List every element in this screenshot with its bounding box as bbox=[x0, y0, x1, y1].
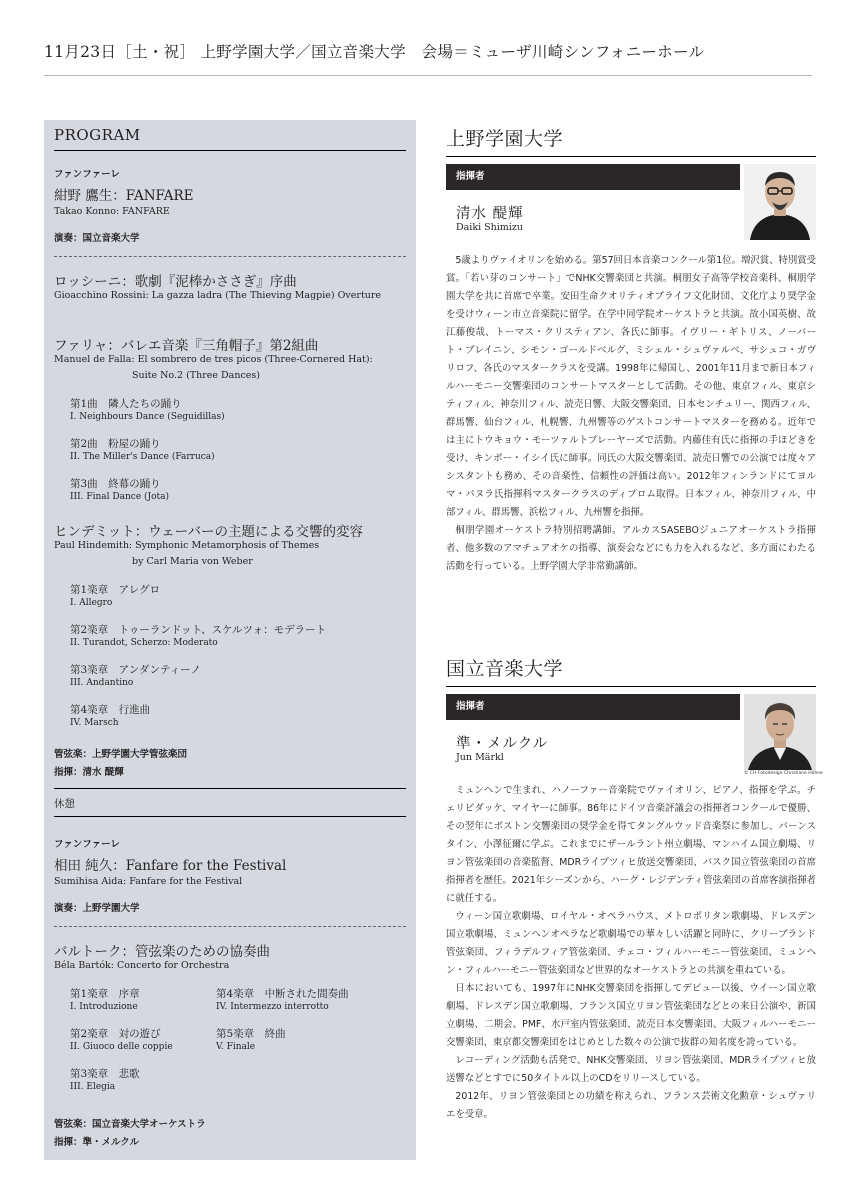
bartok-mv1-jp: 第1楽章 序章 bbox=[70, 988, 140, 1000]
hindemith-title-en: Paul Hindemith: Symphonic Metamorphosis of Themes bbox=[54, 540, 320, 551]
bio-paragraph: ミュンヘンで生まれ、ハノーファー音楽院でヴァイオリン、ピアノ、指揮を学ぶ。チェリビダッケ、マイヤーに師事。86年にドイツ音楽評議会の指揮者コンクールで優勝、その翌年にボストン交響楽団の奨学金を得てタングルウッド音楽祭に参加し、バーンスタイン、小澤征爾に学ぶ。これまでにザールラント州立劇場、マンハイム国立劇場、リヨン管弦楽団の音楽監督、MDRライプツィヒ放送交響楽団、バスク国立管弦楽団の首席指揮者を歴任。2021年シーズンから、ハーグ・レジデンティ管弦楽団の首席客演指揮者に就任する。 bbox=[446, 785, 817, 904]
falla-mv3-jp: 第3曲 終幕の踊り bbox=[70, 478, 161, 490]
falla-title-en: Manuel de Falla: El sombrero de tres picos (Three-Cornered Hat): bbox=[54, 354, 373, 365]
bio-paragraph: レコーディング活動も活発で、NHK交響楽団、リヨン管弦楽団、MDRライプツィヒ放送響などとすでに50タイトル以上のCDをリリースしている。 bbox=[446, 1055, 816, 1084]
ueno-conductor-name-en: Daiki Shimizu bbox=[456, 222, 523, 233]
fanfare1-performer: 演奏：国立音楽大学 bbox=[54, 233, 140, 244]
program-title-rule bbox=[54, 150, 406, 151]
bartok-mv1-en: I. Introduzione bbox=[70, 1002, 138, 1012]
kunitachi-conductor-name-en: Jun Märkl bbox=[456, 752, 504, 763]
page-header: 11月23日［土・祝］ 上野学園大学／国立音楽大学 会場＝ミューザ川崎シンフォニーホール bbox=[44, 43, 705, 61]
fanfare1-title-jp: 紺野 鷹生：FANFARE bbox=[54, 188, 194, 204]
kunitachi-conductor-bio bbox=[446, 782, 816, 1124]
falla-mv1-jp: 第1曲 隣人たちの踊り bbox=[70, 398, 182, 410]
fanfare2-performer: 演奏：上野学園大学 bbox=[54, 903, 140, 914]
kunitachi-university-title: 国立音楽大学 bbox=[446, 658, 564, 680]
hindemith-mv3-en: III. Andantino bbox=[70, 678, 134, 688]
bio-paragraph: 桐朋学園オーケストラ特別招聘講師。アルカスSASEBOジュニアオーケストラ指揮者、他多数のアマチュアオケの指導、演奏会などにも力を入れるなど、多方面にわたる活動を行っている。上野学園大学非常勤講師。 bbox=[446, 525, 816, 572]
hindemith-title-jp: ヒンデミット：ウェーバーの主題による交響的変容 bbox=[54, 524, 364, 540]
kunitachi-conductor-name-jp: 準・メルクル bbox=[456, 736, 549, 752]
hindemith-conductor: 指揮：清水 醍輝 bbox=[54, 767, 124, 778]
conductor-photo bbox=[744, 694, 816, 770]
rossini-title-jp: ロッシーニ：歌劇『泥棒かささぎ』序曲 bbox=[54, 274, 297, 290]
intermission-label: 休憩 bbox=[54, 798, 75, 810]
fanfare2-title-en: Sumihisa Aida: Fanfare for the Festival bbox=[54, 876, 243, 887]
hindemith-mv4-jp: 第4楽章 行進曲 bbox=[70, 704, 151, 716]
falla-mv1-en: I. Neighbours Dance (Seguidillas) bbox=[70, 412, 225, 422]
falla-mv3-en: III. Final Dance (Jota) bbox=[70, 492, 170, 502]
hindemith-title-en-2: by Carl Maria von Weber bbox=[132, 556, 253, 567]
bartok-orchestra: 管弦楽：国立音楽大学オーケストラ bbox=[54, 1119, 206, 1130]
hindemith-mv3-jp: 第3楽章 アンダンティーノ bbox=[70, 664, 201, 676]
hindemith-mv4-en: IV. Marsch bbox=[70, 718, 119, 728]
hindemith-mv1-en: I. Allegro bbox=[70, 598, 113, 608]
bartok-title-en: Béla Bartók: Concerto for Orchestra bbox=[54, 960, 230, 971]
bartok-mv5-en: V. Finale bbox=[216, 1042, 256, 1052]
fanfare2-title-jp: 相田 純久：Fanfare for the Festival bbox=[54, 858, 287, 874]
falla-title-en-2: Suite No.2 (Three Dances) bbox=[132, 370, 260, 381]
hindemith-mv1-jp: 第1楽章 アレグロ bbox=[70, 584, 161, 596]
bartok-conductor: 指揮：準・メルクル bbox=[54, 1137, 140, 1148]
bartok-title-jp: バルトーク：管弦楽のための協奏曲 bbox=[54, 944, 270, 960]
fanfare1-title-en: Takao Konno: FANFARE bbox=[54, 206, 170, 217]
fanfare1-label: ファンファーレ bbox=[54, 169, 120, 180]
ueno-conductor-name-jp: 清水 醍輝 bbox=[456, 206, 524, 222]
bio-paragraph: ウィーン国立歌劇場、ロイヤル・オペラハウス、メトロポリタン歌劇場、ドレスデン国立歌劇場、ミュンヘンオペラなど歌劇場での華々しい活躍と同時に、クリーブランド管弦楽団、フィラデルフィア管弦楽団、チェコ・フィルハーモニー管弦楽団、ミュンヘン・フィルハーモニー管弦楽団など世界的なオーケストラとの共演を重ねている。 bbox=[446, 911, 816, 976]
kunitachi-role-bar: 指揮者 bbox=[446, 694, 740, 720]
intermission-rule-bottom bbox=[54, 816, 406, 817]
bartok-mv5-jp: 第5楽章 終曲 bbox=[216, 1028, 286, 1040]
hindemith-mv2-jp: 第2楽章 トゥーランドット、スケルツォ：モデラート bbox=[70, 624, 327, 636]
falla-mv2-en: II. The Miller's Dance (Farruca) bbox=[70, 452, 215, 462]
bartok-mv3-jp: 第3楽章 悲歌 bbox=[70, 1068, 140, 1080]
kunitachi-title-rule bbox=[446, 686, 816, 687]
bartok-mv2-jp: 第2楽章 対の遊び bbox=[70, 1028, 161, 1040]
ueno-role-bar: 指揮者 bbox=[446, 164, 740, 190]
photo-credit: © CH Fotodesign Christiane Höhne bbox=[744, 771, 823, 776]
ueno-title-rule bbox=[446, 156, 816, 157]
ueno-conductor-bio bbox=[446, 252, 816, 576]
header-divider bbox=[44, 75, 812, 76]
bio-paragraph: 2012年、リヨン管弦楽団との功績を称えられ、フランス芸術文化勲章・シュヴァリエを受章。 bbox=[446, 1091, 816, 1120]
bartok-mv4-jp: 第4楽章 中断された間奏曲 bbox=[216, 988, 349, 1000]
program-title: PROGRAM bbox=[54, 126, 141, 144]
program-panel bbox=[44, 120, 416, 1160]
intermission-rule-top bbox=[54, 788, 406, 789]
fanfare2-label: ファンファーレ bbox=[54, 839, 120, 850]
rossini-title-en: Gioacchino Rossini: La gazza ladra (The Thieving Magpie) Overture bbox=[54, 290, 382, 301]
bio-paragraph: 5歳よりヴァイオリンを始める。第57回日本音楽コンクール第1位。増沢賞、特別賞受賞。「若い芽のコンサート」でNHK交響楽団と共演。桐朋女子高等学校音楽科、桐朋学園大学を共に首席で卒業。安田生命クオリティオブライフ文化財団、文化庁より奨学金を受けウィーン市立音楽院に留学。在学中同学院オーケストラと共演。故小国英樹、故江藤俊哉、トーマス・クリスティアン、各氏に師事。イヴリー・ギトリス、ノーバート・ブレイニン、シモン・ゴールドベルグ、ミシェル・シュヴァルベ、サシュコ・ガヴリロフ、各氏のマスタークラスを受講。1998年に帰国し、2001年11月まで新日本フィルハーモニー交響楽団のコンサートマスターとして活動。その他、東京フィル、東京シティフィル、神奈川フィル、読売日響、大阪交響楽団、日本センチュリー、関西フィル、群馬響、仙台フィル、札幌響、九州響等のゲストコンサートマスターを務める。近年では主にトウキョウ・モーツァルトプレーヤーズで活動。内藤佳有氏に指揮の手ほどきを受け、キンボー・イシイ氏に師事。同氏の大阪交響楽団、読売日響での公演では度々アシスタントも務め、その音楽性、信頼性の評価は高い。2012年フィンランドにてヨルマ・パヌラ氏指揮科マスタークラスのディプロム取得。日本フィル、神奈川フィル、中部フィル、群馬響、浜松フィル、九州響を指揮。 bbox=[446, 255, 817, 518]
bartok-mv2-en: II. Giuoco delle coppie bbox=[70, 1042, 173, 1052]
falla-title-jp: ファリャ：バレエ音楽『三角帽子』第2組曲 bbox=[54, 338, 319, 354]
bio-paragraph: 日本においても、1997年にNHK交響楽団を指揮してデビュー以後、ウイーン国立歌劇場、ドレスデン国立歌劇場、フランス国立リヨン管弦楽団などとの来日公演や、新国立劇場、二期会、PMF、水戸室内管弦楽団、読売日本交響楽団、大阪フィルハーモニー交響楽団、東京都交響楽団をはじめとした数々の公演で抜群の知名度を誇っている。 bbox=[446, 983, 816, 1048]
hindemith-orchestra: 管弦楽：上野学園大学管弦楽団 bbox=[54, 749, 188, 760]
ueno-university-title: 上野学園大学 bbox=[446, 128, 564, 150]
falla-mv2-jp: 第2曲 粉屋の踊り bbox=[70, 438, 161, 450]
section-divider bbox=[54, 926, 406, 927]
bartok-mv4-en: IV. Intermezzo interrotto bbox=[216, 1002, 329, 1012]
conductor-photo bbox=[744, 164, 816, 240]
hindemith-mv2-en: II. Turandot, Scherzo: Moderato bbox=[70, 638, 218, 648]
bartok-mv3-en: III. Elegia bbox=[70, 1082, 116, 1092]
section-divider bbox=[54, 256, 406, 257]
